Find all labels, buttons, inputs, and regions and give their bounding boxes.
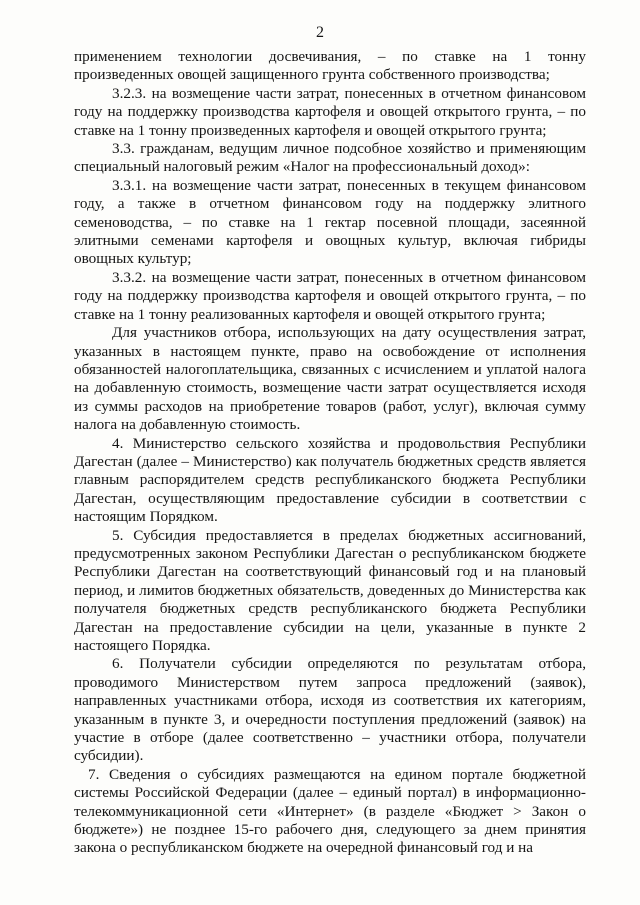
paragraph-5: 5. Субсидия предоставляется в пределах бюджетных ассигнований, предусмотренных законом Республики Дагестан о республиканском бюджете Республики Дагестан на соответствующий финансовый год и на плановый период, и лимитов бюджетных обязательств, доведенных до Министерства как получателя бюджетных средств республиканского бюджета Республики Дагестан на предоставление субсидии на цели, указанные в пункте 2 настоящего Порядка. — [74, 526, 586, 654]
paragraph-4: 4. Министерство сельского хозяйства и продовольствия Республики Дагестан (далее – Министерство) как получатель бюджетных средств является главным распорядителем средств республиканского бюджета Республики Дагестан, осуществляющим предоставление субсидии в соответствии с настоящим Порядком. — [74, 434, 586, 526]
paragraph-6: 6. Получатели субсидии определяются по результатам отбора, проводимого Министерством путем запроса предложений (заявок), направленных участниками отбора, исходя из соответствия их категориям, указанным в пункте 3, и очередности поступления предложений (заявок) на участие в отборе (далее соответственно – участники отбора, получатели субсидии). — [74, 655, 586, 765]
paragraph-7: 7. Сведения о субсидиях размещаются на едином портале бюджетной системы Российской Федерации (далее – единый портал) в информационно-телекоммуникационной сети «Интернет» (в разделе «Бюджет > Закон о бюджете») не позднее 15-го рабочего дня, следующего за днем принятия закона о республиканском бюджете на очередной финансовый год и на — [74, 765, 586, 857]
paragraph-3-3-1: 3.3.1. на возмещение части затрат, понесенных в текущем финансовом году, а также в отчетном финансовом году на поддержку элитного семеноводства, – по ставке на 1 гектар посевной площади, засеянной элитными семенами картофеля и овощных культур, включая гибриды овощных культур; — [74, 176, 586, 268]
paragraph-3-3-2: 3.3.2. на возмещение части затрат, понесенных в отчетном финансовом году на поддержку производства картофеля и овощей открытого грунта, – по ставке на 1 тонну реализованных картофеля и овощей открытого грунта; — [74, 268, 586, 323]
page-number: 2 — [316, 24, 324, 41]
paragraph-3-2-3: 3.2.3. на возмещение части затрат, понесенных в отчетном финансовом году на поддержку производства картофеля и овощей открытого грунта, – по ставке на 1 тонну произведенных картофеля и овощей открытого грунта; — [74, 84, 586, 139]
paragraph-3-3: 3.3. гражданам, ведущим личное подсобное хозяйство и применяющим специальный налоговый режим «Налог на профессиональный доход»: — [74, 140, 586, 176]
document-body — [74, 48, 586, 858]
paragraph-vat-note: Для участников отбора, использующих на дату осуществления затрат, указанных в настоящем пункте, право на освобождение от исполнения обязанностей налогоплательщика, связанных с исчислением и уплатой налога на добавленную стоимость, возмещение части затрат осуществляется исходя из суммы расходов на приобретение товаров (работ, услуг), включая сумму налога на добавленную стоимость. — [74, 324, 586, 434]
paragraph-continuation: применением технологии досвечивания, – по ставке на 1 тонну произведенных овощей защищенного грунта собственного производства; — [74, 48, 586, 84]
